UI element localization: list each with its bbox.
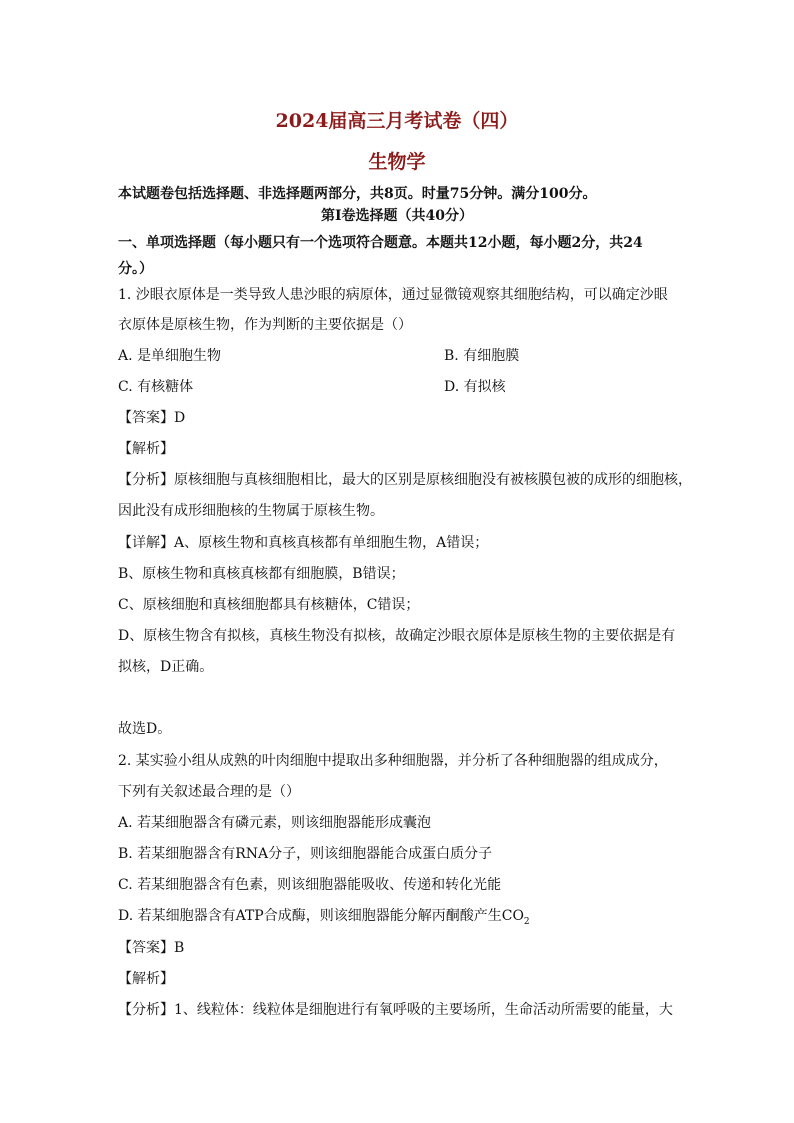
q2-option-a: A. 若某细胞器含有磷元素，则该细胞器能形成囊泡 — [118, 815, 432, 831]
q2-option-d-text: D. 若某细胞器含有ATP合成酶，则该细胞器能分解丙酮酸产生CO — [118, 908, 524, 924]
q2-option-d-subscript: 2 — [523, 916, 530, 927]
section-title: 第Ⅰ卷选择题（共40分） — [320, 208, 474, 224]
q1-stem-line1: 1. 沙眼衣原体是一类导致人患沙眼的病原体，通过显微镜观察其细胞结构，可以确定沙眼 — [118, 287, 668, 303]
q1-detail-d-line1: D、原核生物含有拟核，真核生物没有拟核，故确定沙眼衣原体是原核生物的主要依据是有 — [118, 628, 676, 644]
q2-stem-line1: 2. 某实验小组从成熟的叶肉细胞中提取出多种细胞器，并分析了各种细胞器的组成成分， — [118, 753, 668, 769]
q2-option-b: B. 若某细胞器含有RNA分子，则该细胞器能合成蛋白质分子 — [118, 846, 493, 862]
q1-stem-line2: 衣原体是原核生物，作为判断的主要依据是（） — [118, 317, 412, 333]
exam-title: 2024届高三月考试卷（四） — [275, 110, 519, 132]
q2-option-c: C. 若某细胞器含有色素，则该细胞器能吸收、传递和转化光能 — [118, 877, 502, 893]
q1-conclusion: 故选D。 — [118, 721, 172, 737]
q1-option-b: B. 有细胞膜 — [444, 348, 520, 364]
part1-heading-line2: 分。） — [118, 261, 153, 277]
q1-analysis-label: 【解析】 — [118, 441, 174, 457]
subject-title: 生物学 — [368, 151, 426, 173]
q2-fenxi-line1: 【分析】1、线粒体：线粒体是细胞进行有氧呼吸的主要场所，生命活动所需要的能量，大 — [118, 1002, 673, 1018]
q2-option-d — [118, 906, 678, 932]
q1-option-d: D. 有拟核 — [444, 379, 506, 395]
part1-heading-line1: 一、单项选择题（每小题只有一个选项符合题意。本题共12小题，每小题2分，共24 — [118, 235, 643, 251]
q1-fenxi-line2: 因此没有成形细胞核的生物属于原核生物。 — [118, 503, 384, 519]
q1-option-a: A. 是单细胞生物 — [118, 348, 222, 364]
q1-detail-b: B、原核生物和真核真核都有细胞膜，B错误； — [118, 566, 405, 582]
intro-text: 本试题卷包括选择题、非选择题两部分，共8页。时量75分钟。满分100分。 — [118, 186, 597, 202]
q1-detail-d-line2: 拟核，D正确。 — [118, 659, 214, 675]
q2-answer: 【答案】B — [118, 940, 185, 956]
q1-fenxi-line1: 【分析】原核细胞与真核细胞相比，最大的区别是原核细胞没有被核膜包被的成形的细胞核， — [118, 472, 692, 488]
q1-answer: 【答案】D — [118, 410, 186, 426]
q2-stem-line2: 下列有关叙述最合理的是（） — [118, 784, 300, 800]
q1-detail-c: C、原核细胞和真核细胞都具有核糖体，C错误； — [118, 597, 420, 613]
q2-analysis-label: 【解析】 — [118, 971, 174, 987]
q1-detail-a: 【详解】A、原核生物和真核真核都有单细胞生物，A错误； — [118, 535, 489, 551]
q1-option-c: C. 有核糖体 — [118, 379, 194, 395]
